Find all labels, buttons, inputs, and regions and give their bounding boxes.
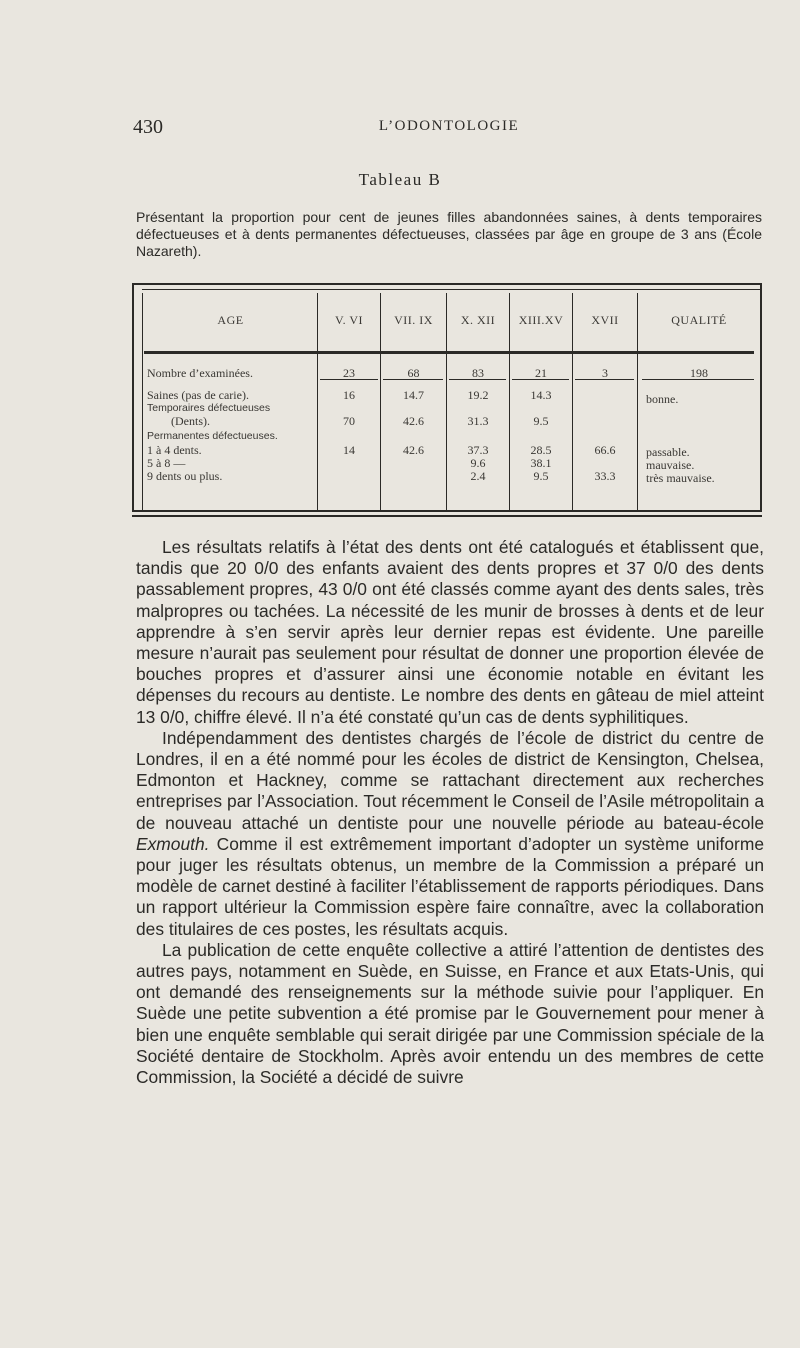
table-cell: 28.5 [530, 443, 552, 457]
body-text [136, 537, 764, 1088]
table-cell: 19.2 [467, 388, 489, 402]
table-title: Tableau B [358, 170, 442, 189]
table-cell: 2.4 [470, 469, 486, 483]
row-label-5-8: 5 à 8 — [147, 456, 186, 470]
table-cell: 23 [343, 366, 355, 380]
table-cell: 9.6 [470, 456, 486, 470]
table-cell: 9.5 [533, 469, 549, 483]
row-label-permanentes: Permanentes défectueuses. [147, 430, 278, 442]
table-cell: 198 [690, 366, 708, 380]
column-header-xvii: XVII [591, 313, 619, 327]
table-cell: 33.3 [594, 469, 616, 483]
table-cell: 38.1 [530, 456, 552, 470]
table-bottom-rule [132, 515, 762, 517]
column-header-x-xii: X. XII [460, 313, 496, 327]
table-cell: 14 [343, 443, 355, 457]
column-header-vii-ix: VII. IX [394, 313, 433, 327]
row-label-dents: (Dents). [171, 414, 210, 428]
column-header-xiii-xv: XIII.XV [518, 313, 564, 327]
paragraph: La publication de cette enquête collective a attiré l’attention de dentistes des autres pays, notamment en Suède, en Suisse, en France et aux Etats-Unis, qui ont demandé des renseignements sur la méthode suivie pour l’appliquer. En Suède une petite subvention a été promise par le Gouvernement pour mener à bien une enquête semblable qui serait dirigée par une Commission spéciale de la Société dentaire de Stockholm. Après avoir entendu un des membres de cette Commission, la Société a décidé de suivre [136, 939, 764, 1088]
paragraph: Les résultats relatifs à l’état des dents ont été catalogués et établissent que, tandis que 20 0/0 des enfants avaient des dents propres et 37 0/0 des dents passablement propres, 43 0/0 ont été classés comme ayant des dents sales, très malpropres ou tachées. La nécessité de les munir de brosses à dents et de leur apprendre à s’en servir après leur dernier repas est évidente. Une pareille mesure n’aurait pas seulement pour résultat de donner une proportion élevée de bouches propres et d’assurer ainsi une économie notable en évitant les dépenses du recours au dentiste. Le nombre des dents en gâteau de miel atteint 13 0/0, chiffre élevé. Il n’a été constaté qu’un cas de dents syphilitiques. [136, 537, 764, 727]
paragraph-text: Comme il est extrêmement important d’adopter un système uniforme pour juger les résultats obtenus, un membre de la Commission a préparé un modèle de carnet destiné à faciliter l’établissement de rapports périodiques. Dans un rapport ultérieur la Commission espère faire connaître, avec la collaboration des titulaires de ces postes, les résultats acquis. [136, 833, 764, 939]
quality-label: bonne. [646, 392, 679, 406]
table-cell: 14.3 [530, 388, 552, 402]
table-cell: 14.7 [403, 388, 424, 402]
row-label-1-4: 1 à 4 dents. [147, 443, 202, 457]
column-header-v-vi: V. VI [334, 313, 364, 327]
row-label-examined: Nombre d’examinées. [147, 366, 253, 380]
table-cell: 42.6 [403, 443, 424, 457]
table-cell: 42.6 [403, 414, 424, 428]
ship-name: Exmouth. [136, 833, 210, 854]
table-cell: 31.3 [467, 414, 489, 428]
column-header-age: AGE [217, 313, 244, 327]
page-number: 430 [133, 116, 163, 138]
running-head: L’ODONTOLOGIE [378, 118, 520, 134]
table-cell: 83 [472, 366, 484, 380]
table-cell: 37.3 [467, 443, 489, 457]
table-caption: Présentant la proportion pour cent de jeunes filles abandonnées saines, à dents temporaires défectueuses et à dents permanentes défectueuses, classées par âge en groupe de 3 ans (École Nazareth). [136, 209, 762, 259]
paragraph-text: Indépendamment des dentistes chargés de l’école de district du centre de Londres, il en a été nommé pour les écoles de district de Kensington, Chelsea, Edmonton et Hackney, comme se rattachant directement aux recherches entreprises par l’Association. Tout récemment le Conseil de l’Asile métropolitain a de nouveau attaché un dentiste pour une nouvelle période au bateau-école [136, 727, 764, 833]
row-label-temporaires: Temporaires défectueuses [147, 402, 271, 414]
row-label-9-plus: 9 dents ou plus. [147, 469, 223, 483]
header-rule [144, 351, 754, 354]
row-label-saines: Saines (pas de carie). [147, 388, 249, 402]
table-cell: 70 [343, 414, 355, 428]
table-inner-rule [142, 289, 762, 290]
table-cell: 9.5 [533, 414, 549, 428]
quality-label: très mauvaise. [646, 471, 715, 485]
table-cell: 16 [343, 388, 355, 402]
paragraph [136, 728, 764, 940]
column-divider [142, 293, 143, 510]
table-cell: 3 [602, 366, 608, 380]
table-cell: 68 [407, 366, 420, 380]
column-header-qualite: QUALITÉ [671, 313, 727, 327]
table-cell: 66.6 [594, 443, 616, 457]
quality-label: mauvaise. [646, 458, 695, 472]
table-cell: 21 [535, 366, 547, 380]
quality-label: passable. [646, 445, 690, 459]
data-table [132, 283, 762, 512]
page-header [133, 116, 765, 140]
